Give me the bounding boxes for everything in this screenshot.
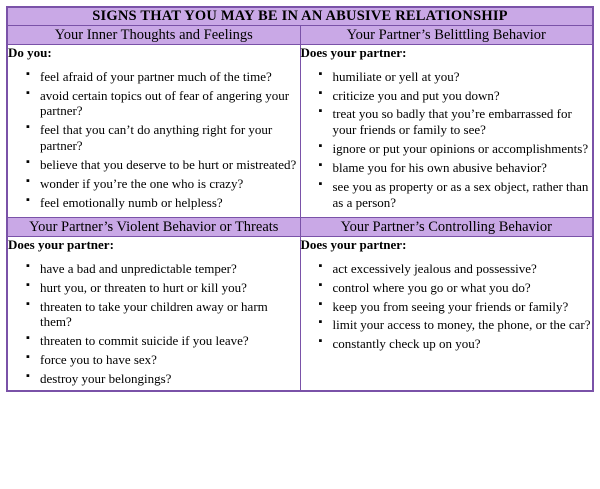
section-list-controlling xyxy=(301,261,593,352)
section-body-belittling xyxy=(300,45,593,218)
list-item: ▪ criticize you and put you down? xyxy=(333,88,593,104)
section-prompt-inner-thoughts: Do you: xyxy=(8,45,52,61)
section-list-belittling xyxy=(301,69,593,211)
list-item: ▪ keep you from seeing your friends or family? xyxy=(333,299,593,315)
section-body-controlling xyxy=(300,237,593,391)
section-body-inner-thoughts xyxy=(7,45,300,218)
list-item: ▪ blame you for his own abusive behavior? xyxy=(333,160,593,176)
section-prompt-belittling: Does your partner: xyxy=(300,45,407,61)
section-heading-belittling: Your Partner’s Belittling Behavior xyxy=(300,26,593,45)
list-item: ▪ constantly check up on you? xyxy=(333,336,593,352)
list-item: ▪ threaten to commit suicide if you leave? xyxy=(40,333,300,349)
section-list-violent xyxy=(8,261,300,387)
list-item: ▪ humiliate or yell at you? xyxy=(333,69,593,85)
table-header-row-1 xyxy=(7,26,593,45)
section-body-violent xyxy=(7,237,300,391)
table-body-row-1 xyxy=(7,45,593,218)
list-item: ▪ act excessively jealous and possessive? xyxy=(333,261,593,277)
section-heading-inner-thoughts: Your Inner Thoughts and Feelings xyxy=(7,26,300,45)
document-title: SIGNS THAT YOU MAY BE IN AN ABUSIVE RELATIONSHIP xyxy=(7,7,593,26)
list-item: ▪ treat you so badly that you’re embarrassed for your friends or family to see? xyxy=(333,106,593,138)
section-prompt-violent: Does your partner: xyxy=(8,237,114,253)
list-item: ▪ feel afraid of your partner much of the time? xyxy=(40,69,300,85)
list-item: ▪ destroy your belongings? xyxy=(40,371,300,387)
list-item: ▪ feel emotionally numb or helpless? xyxy=(40,195,300,211)
table-body-row-2 xyxy=(7,237,593,391)
list-item: ▪ feel that you can’t do anything right for your partner? xyxy=(40,122,300,154)
abuse-signs-table xyxy=(6,6,594,392)
list-item: ▪ force you to have sex? xyxy=(40,352,300,368)
section-heading-violent: Your Partner’s Violent Behavior or Threats xyxy=(7,218,300,237)
list-item: ▪ believe that you deserve to be hurt or mistreated? xyxy=(40,157,300,173)
list-item: ▪ hurt you, or threaten to hurt or kill you? xyxy=(40,280,300,296)
list-item: ▪ limit your access to money, the phone, or the car? xyxy=(333,317,593,333)
table-title-row xyxy=(7,7,593,26)
list-item: ▪ avoid certain topics out of fear of angering your partner? xyxy=(40,88,300,120)
list-item: ▪ wonder if you’re the one who is crazy? xyxy=(40,176,300,192)
list-item: ▪ control where you go or what you do? xyxy=(333,280,593,296)
table-header-row-2 xyxy=(7,218,593,237)
section-list-inner-thoughts xyxy=(8,69,300,211)
section-prompt-controlling: Does your partner: xyxy=(300,237,407,253)
list-item: ▪ have a bad and unpredictable temper? xyxy=(40,261,300,277)
list-item: ▪ ignore or put your opinions or accomplishments? xyxy=(333,141,593,157)
section-heading-controlling: Your Partner’s Controlling Behavior xyxy=(300,218,593,237)
list-item: ▪ threaten to take your children away or harm them? xyxy=(40,299,300,331)
list-item: ▪ see you as property or as a sex object, rather than as a person? xyxy=(333,179,593,211)
